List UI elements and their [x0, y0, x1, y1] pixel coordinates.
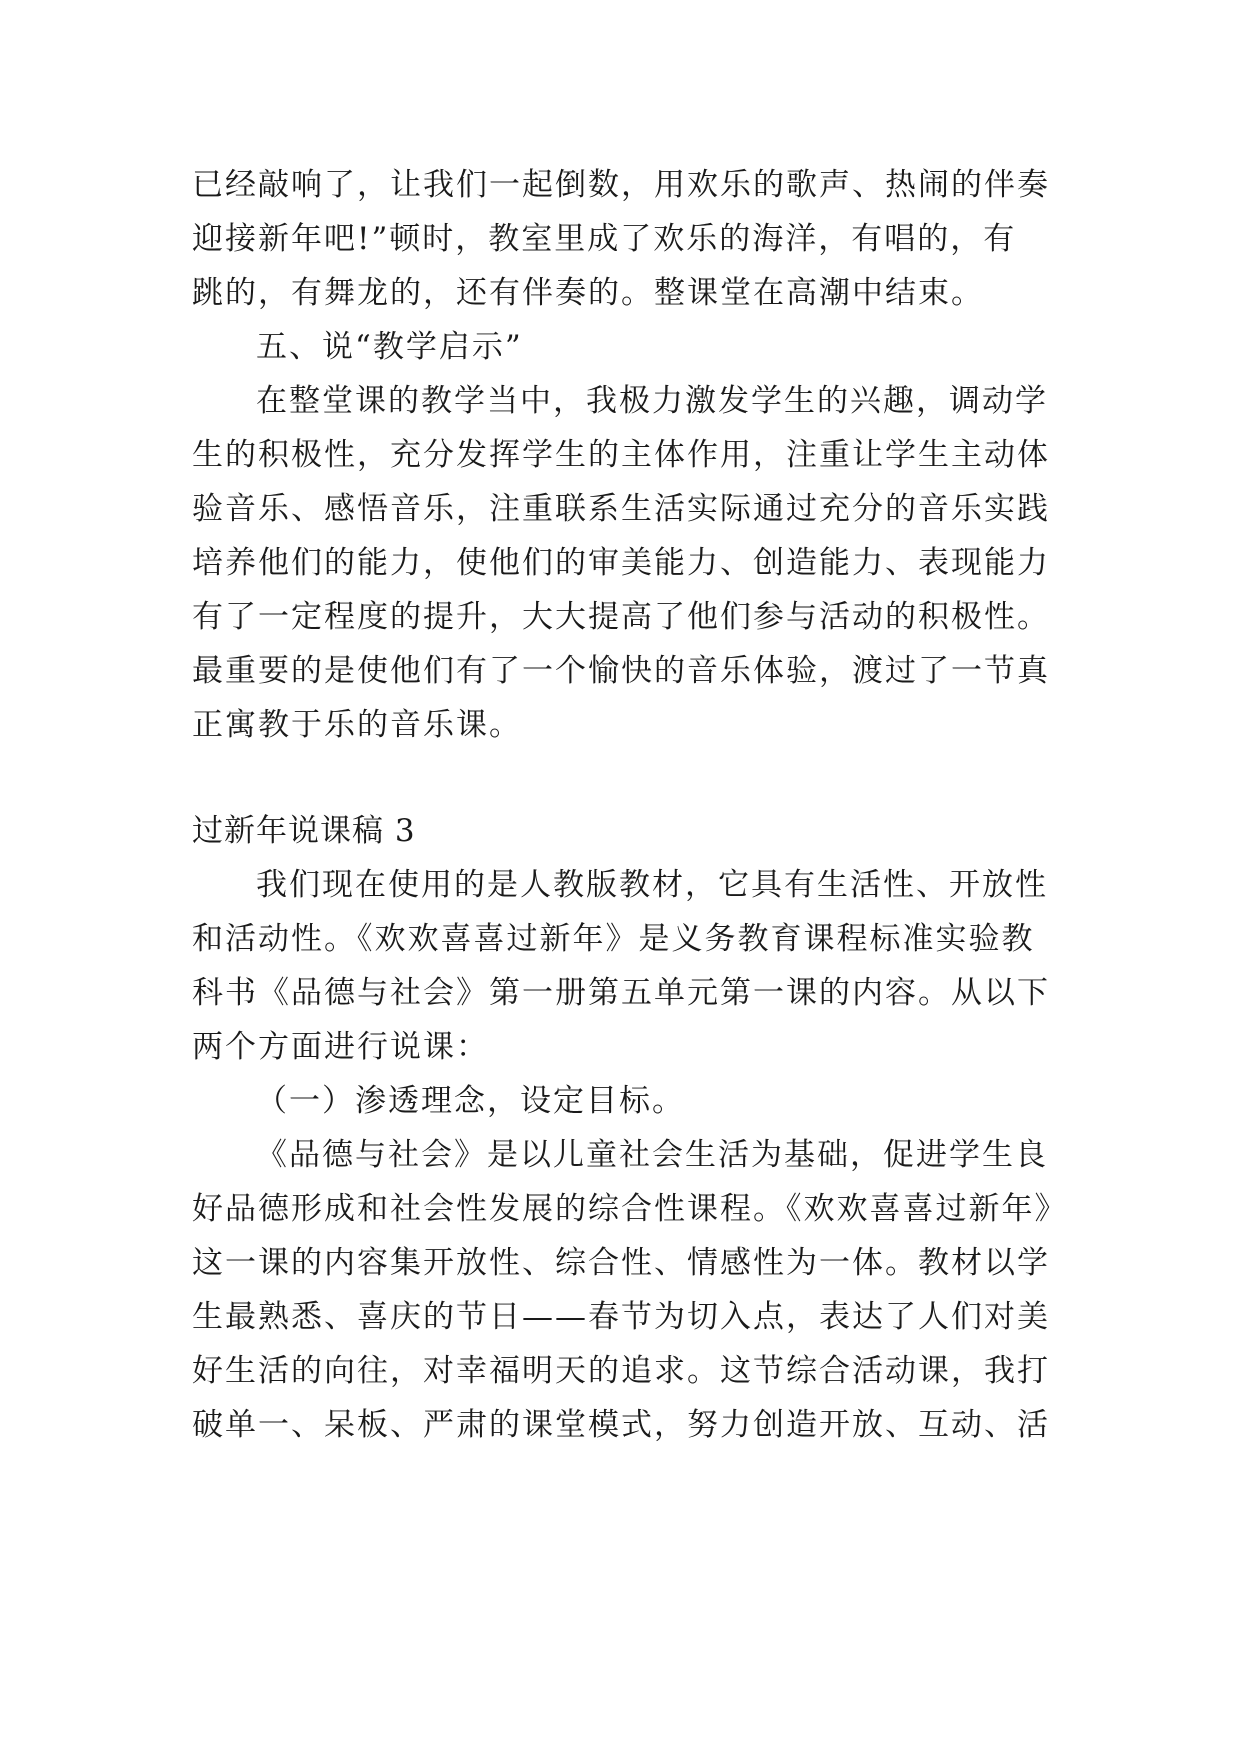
section-b-paragraph-2 — [192, 1128, 1068, 1452]
section-a-subheading: 五、说“教学启示” — [256, 329, 523, 365]
text-line: 验音乐、感悟音乐，注重联系生活实际通过充分的音乐实践 — [192, 491, 1050, 527]
text-line: 最重要的是使他们有了一个愉快的音乐体验，渡过了一节真 — [192, 653, 1050, 689]
text-line: 跳的，有舞龙的，还有伴奏的。整课堂在高潮中结束。 — [192, 275, 984, 311]
section-b-title: 过新年说课稿 3 — [192, 813, 416, 849]
text-line: 两个方面进行说课： — [192, 1029, 489, 1065]
text-line: 我们现在使用的是人教版教材，它具有生活性、开放性 — [256, 867, 1048, 903]
text-line: 破单一、呆板、严肃的课堂模式，努力创造开放、互动、活 — [192, 1407, 1050, 1443]
text-line: 《品德与社会》是以儿童社会生活为基础，促进学生良 — [256, 1137, 1048, 1173]
section-b-paragraph-1 — [192, 858, 1052, 1074]
section-a-paragraph-1 — [192, 158, 1052, 320]
document-body — [192, 158, 1068, 1452]
text-line: 有了一定程度的提升，大大提高了他们参与活动的积极性。 — [192, 599, 1050, 635]
text-line: 迎接新年吧!”顿时，教室里成了欢乐的海洋，有唱的，有 — [192, 221, 1017, 257]
text-line: 生最熟悉、喜庆的节日——春节为切入点，表达了人们对美 — [192, 1299, 1050, 1335]
text-line: 好生活的向往，对幸福明天的追求。这节综合活动课，我打 — [192, 1353, 1050, 1389]
section-b-subheading: （一）渗透理念，设定目标。 — [256, 1083, 685, 1119]
text-line: 和活动性。《欢欢喜喜过新年》是义务教育课程标准实验教 — [192, 921, 1035, 957]
text-line: 这一课的内容集开放性、综合性、情感性为一体。教材以学 — [192, 1245, 1050, 1281]
text-line: 培养他们的能力，使他们的审美能力、创造能力、表现能力 — [192, 545, 1050, 581]
text-line: 正寓教于乐的音乐课。 — [192, 707, 522, 743]
text-line: 生的积极性，充分发挥学生的主体作用，注重让学生主动体 — [192, 437, 1050, 473]
text-line: 已经敲响了，让我们一起倒数，用欢乐的歌声、热闹的伴奏 — [192, 167, 1050, 203]
text-line: 好品德形成和社会性发展的综合性课程。《欢欢喜喜过新年》 — [192, 1191, 1068, 1227]
section-a-paragraph-2 — [192, 374, 1052, 752]
text-line: 在整堂课的教学当中，我极力激发学生的兴趣，调动学 — [256, 383, 1048, 419]
text-line: 科书《品德与社会》第一册第五单元第一课的内容。从以下 — [192, 975, 1050, 1011]
